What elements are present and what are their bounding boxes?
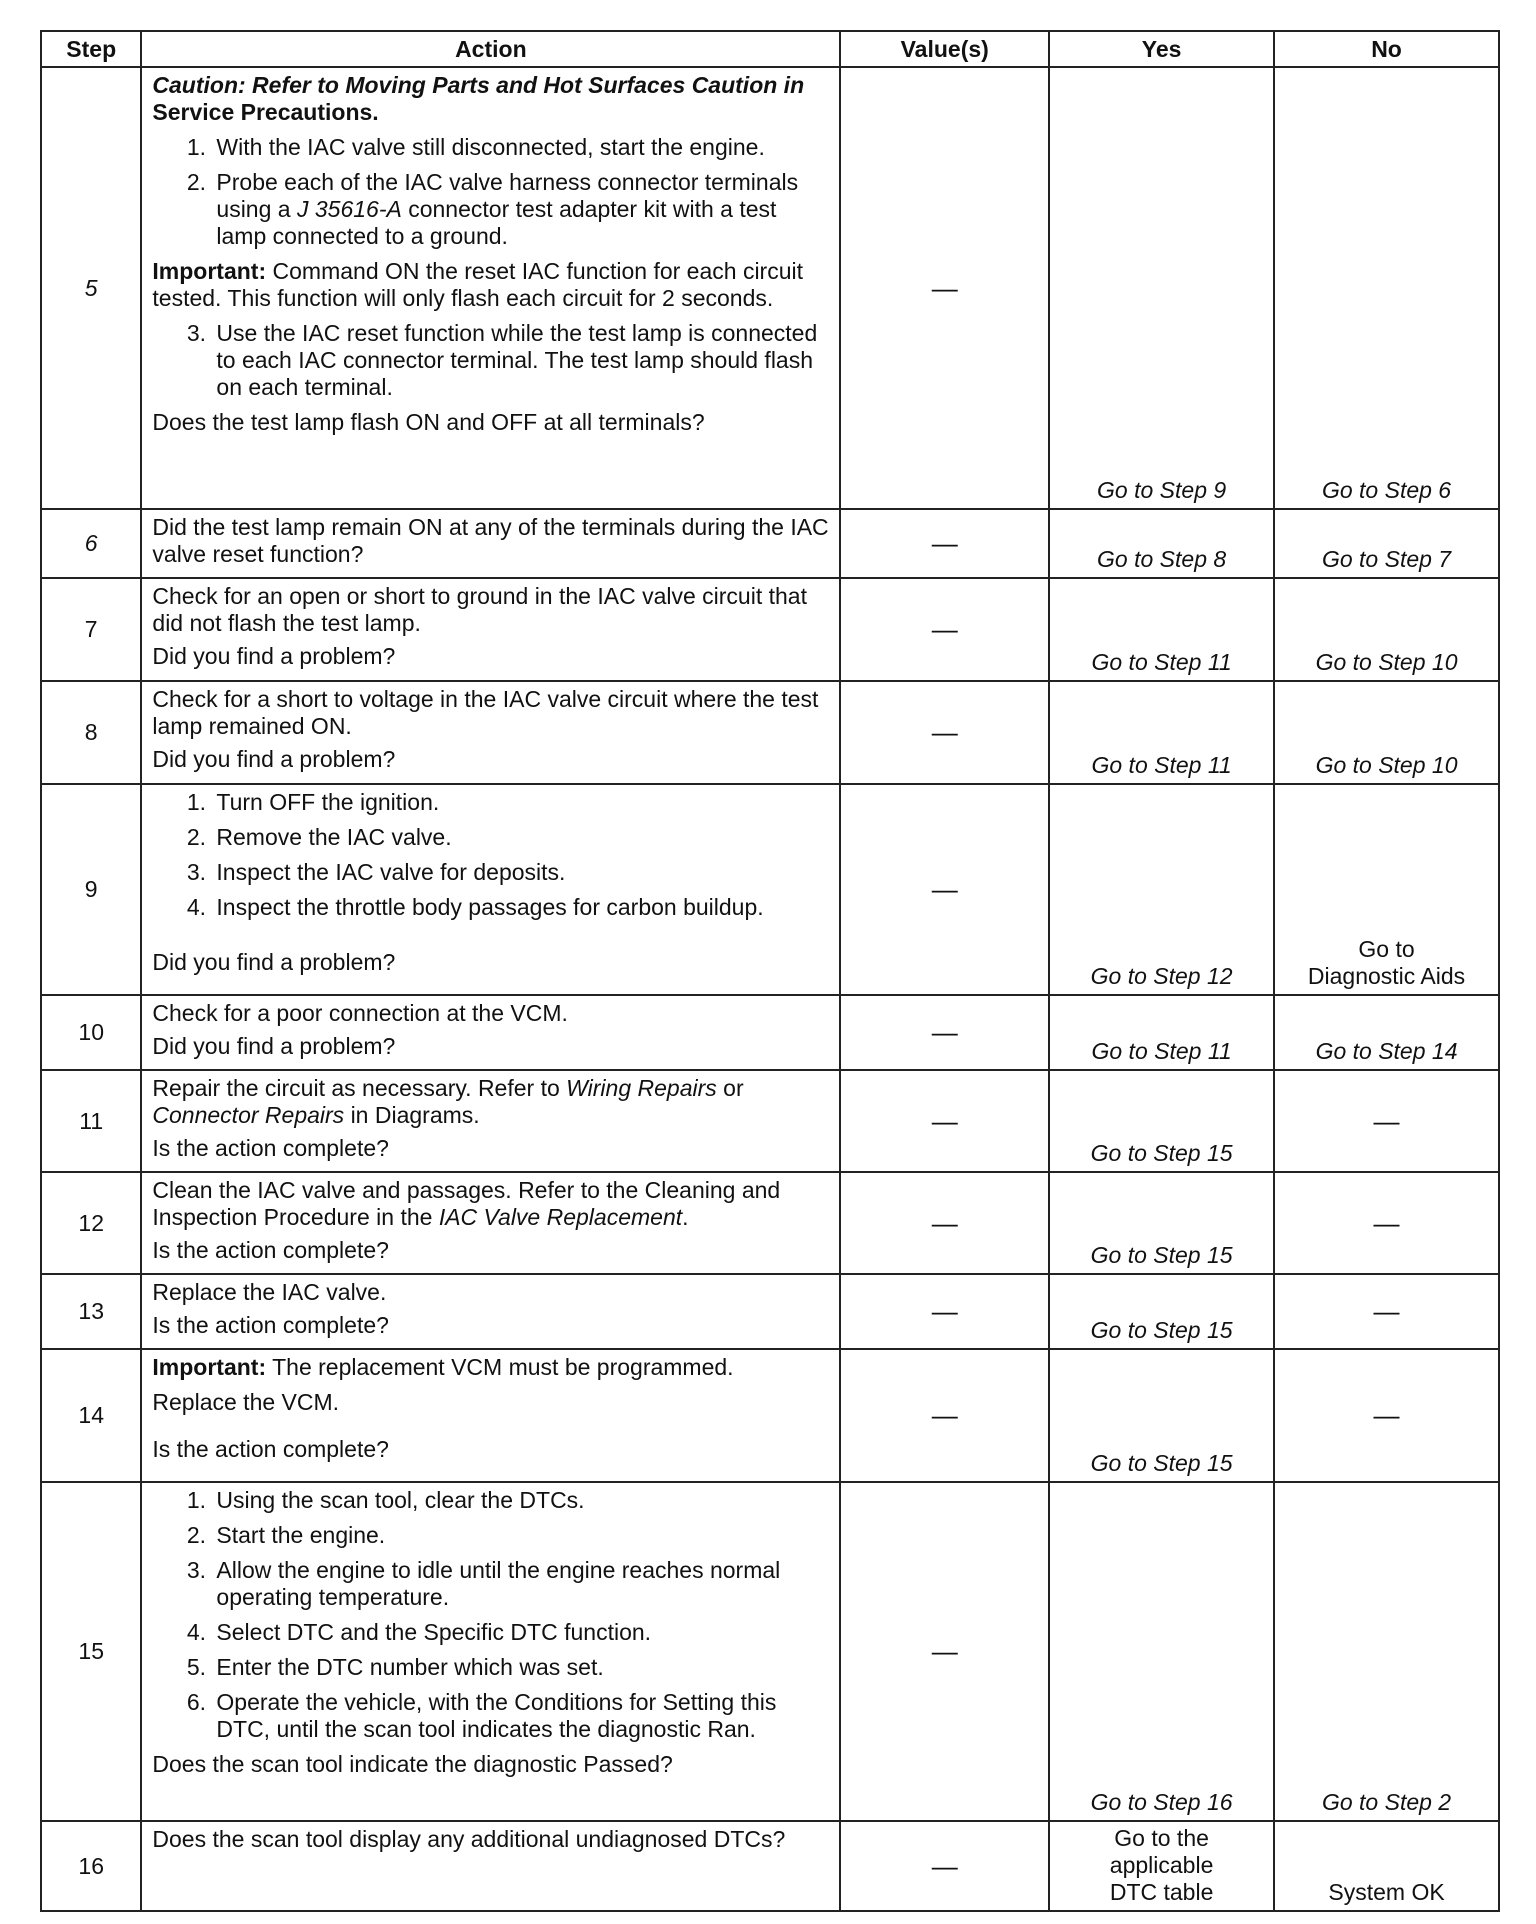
list-item: [212, 169, 831, 250]
yes-cell: [1049, 995, 1274, 1070]
no-cell: [1274, 1821, 1499, 1911]
step-text: [152, 1075, 831, 1129]
list-item: 3. Use the IAC reset function while the test lamp is connected to each IAC connector terminal. The test lamp should flash on each terminal.: [212, 320, 831, 401]
header-yes: Yes: [1049, 31, 1274, 67]
no-cell: [1274, 1482, 1499, 1821]
step-number: 15: [41, 1482, 141, 1821]
yes-link[interactable]: Go to the: [1114, 1825, 1209, 1851]
action-cell: [141, 1349, 840, 1482]
diagnostic-table: [40, 30, 1500, 1912]
step-text: [152, 1177, 831, 1231]
step-text-part: .: [682, 1204, 689, 1230]
step-question: Does the scan tool display any additional undiagnosed DTCs?: [152, 1826, 786, 1852]
step-number: 8: [41, 681, 141, 784]
list-item-text: Probe each of the IAC valve harness connector terminals using a: [216, 169, 799, 222]
header-row: [41, 31, 1499, 67]
step-number: 13: [41, 1274, 141, 1349]
action-cell: [141, 1070, 840, 1172]
step-number: 12: [41, 1172, 141, 1274]
yes-cell: [1049, 509, 1274, 578]
value-cell: —: [840, 1821, 1049, 1911]
step-text: Replace the VCM.: [152, 1389, 340, 1415]
action-cell: [141, 995, 840, 1070]
no-link[interactable]: Go to Step 7: [1321, 546, 1452, 572]
yes-cell: [1049, 1172, 1274, 1274]
step-question: Does the scan tool indicate the diagnostic Passed?: [152, 1751, 673, 1777]
important-text: Command ON the reset IAC function for each circuit tested. This function will only flash each circuit for 2 seconds.: [152, 258, 804, 311]
yes-link[interactable]: Go to Step 15: [1090, 1450, 1233, 1476]
yes-link[interactable]: Go to Step 15: [1090, 1242, 1233, 1268]
step-question: Did you find a problem?: [152, 1033, 396, 1059]
yes-link[interactable]: applicable: [1109, 1852, 1214, 1878]
no-link[interactable]: Go to Step 10: [1315, 649, 1458, 675]
caution-note: [152, 72, 831, 126]
no-cell: [1274, 578, 1499, 681]
yes-link[interactable]: Go to Step 8: [1097, 546, 1227, 572]
no-cell: [1274, 995, 1499, 1070]
no-cell: —: [1274, 1349, 1499, 1482]
list-item: 1. Using the scan tool, clear the DTCs.: [212, 1487, 831, 1514]
no-cell: [1274, 784, 1499, 995]
step-question: Did the test lamp remain ON at any of the terminals during the IAC valve reset function?: [152, 514, 829, 567]
action-cell: [141, 681, 840, 784]
list-item: 4. Select DTC and the Specific DTC function.: [212, 1619, 831, 1646]
header-step: Step: [41, 31, 141, 67]
list-item: 4. Inspect the throttle body passages for carbon buildup.: [212, 894, 831, 921]
list-item: 1. With the IAC valve still disconnected, start the engine.: [212, 134, 831, 161]
list-item: 2. Remove the IAC valve.: [212, 824, 831, 851]
procedure-list: [152, 1487, 831, 1743]
important-note: [152, 1354, 831, 1381]
step-number: 10: [41, 995, 141, 1070]
table-row: [41, 578, 1499, 681]
important-note: [152, 258, 831, 312]
yes-link[interactable]: Go to Step 12: [1090, 963, 1233, 989]
step-number: 7: [41, 578, 141, 681]
step-number: 16: [41, 1821, 141, 1911]
list-item: 3. Allow the engine to idle until the engine reaches normal operating temperature.: [212, 1557, 831, 1611]
table-row: [41, 509, 1499, 578]
value-cell: —: [840, 509, 1049, 578]
action-cell: [141, 578, 840, 681]
procedure-list: [152, 320, 831, 401]
ref-link[interactable]: IAC Valve Replacement: [438, 1204, 683, 1230]
step-question: Does the test lamp flash ON and OFF at all terminals?: [152, 409, 705, 435]
step-text-part: Clean the IAC valve and passages. Refer to the Cleaning and Inspection Procedure in the: [152, 1177, 781, 1230]
no-link[interactable]: Go to Step 10: [1315, 752, 1458, 778]
yes-link[interactable]: Go to Step 15: [1090, 1140, 1233, 1166]
no-link[interactable]: Go to Step 6: [1321, 477, 1452, 503]
procedure-list: [152, 134, 831, 250]
no-cell: —: [1274, 1070, 1499, 1172]
table-row: [41, 1349, 1499, 1482]
action-cell: [141, 509, 840, 578]
step-number: 14: [41, 1349, 141, 1482]
table-row: [41, 1482, 1499, 1821]
value-cell: —: [840, 67, 1049, 509]
step-number: 11: [41, 1070, 141, 1172]
table-row: [41, 1172, 1499, 1274]
table-row: [41, 1821, 1499, 1911]
yes-cell: [1049, 578, 1274, 681]
table-row: [41, 995, 1499, 1070]
step-question: Is the action complete?: [152, 1135, 389, 1161]
table-row: [41, 67, 1499, 509]
value-cell: —: [840, 1274, 1049, 1349]
header-no: No: [1274, 31, 1499, 67]
step-question: Is the action complete?: [152, 1312, 389, 1338]
important-label: Important:: [152, 258, 267, 284]
step-text: Replace the IAC valve.: [152, 1279, 387, 1305]
list-item: 1. Turn OFF the ignition.: [212, 789, 831, 816]
yes-link[interactable]: Go to Step 15: [1090, 1317, 1233, 1343]
important-text: The replacement VCM must be programmed.: [272, 1354, 734, 1380]
table-row: [41, 1070, 1499, 1172]
table-row: [41, 681, 1499, 784]
yes-link[interactable]: DTC table: [1109, 1879, 1214, 1905]
header-action: Action: [141, 31, 840, 67]
procedure-list: [152, 789, 831, 921]
step-question: Did you find a problem?: [152, 643, 396, 669]
value-cell: —: [840, 1070, 1049, 1172]
step-number: 9: [41, 784, 141, 995]
yes-cell: [1049, 1482, 1274, 1821]
ref-link[interactable]: Wiring Repairs: [566, 1075, 717, 1101]
value-cell: —: [840, 1349, 1049, 1482]
value-cell: —: [840, 1172, 1049, 1274]
ref-link[interactable]: Connector Repairs: [152, 1102, 345, 1128]
step-text-part: or: [723, 1075, 744, 1101]
step-question: Is the action complete?: [152, 1436, 389, 1462]
yes-link[interactable]: Go to Step 9: [1097, 477, 1227, 503]
step-text-part: in Diagrams.: [350, 1102, 480, 1128]
caution-text: Caution: Refer to Moving Parts and Hot Surfaces Caution in: [152, 72, 805, 98]
action-cell: [141, 784, 840, 995]
no-link[interactable]: Go to Step 2: [1321, 1789, 1452, 1815]
important-label: Important:: [152, 1354, 267, 1380]
no-result: System OK: [1328, 1879, 1445, 1905]
caution-ref: Service Precautions.: [152, 99, 379, 125]
yes-link[interactable]: Go to Step 16: [1090, 1789, 1233, 1815]
list-item-text: connector test adapter kit with a test lamp connected to a ground.: [216, 196, 777, 249]
yes-link[interactable]: Go to Step 11: [1091, 649, 1232, 675]
action-cell: [141, 67, 840, 509]
list-item: 6. Operate the vehicle, with the Conditions for Setting this DTC, until the scan tool indicates the diagnostic Ran.: [212, 1689, 831, 1743]
no-link[interactable]: Diagnostic Aids: [1307, 963, 1466, 989]
list-item: 3. Inspect the IAC valve for deposits.: [212, 859, 831, 886]
header-values: Value(s): [840, 31, 1049, 67]
value-cell: —: [840, 681, 1049, 784]
step-number: 5: [41, 67, 141, 509]
no-cell: —: [1274, 1274, 1499, 1349]
yes-cell: [1049, 681, 1274, 784]
step-number: 6: [41, 509, 141, 578]
step-text-part: Repair the circuit as necessary. Refer to: [152, 1075, 560, 1101]
no-cell: [1274, 67, 1499, 509]
action-cell: [141, 1172, 840, 1274]
no-link[interactable]: Go to Step 14: [1315, 1038, 1458, 1064]
yes-cell: [1049, 1821, 1274, 1911]
step-text: Check for a poor connection at the VCM.: [152, 1000, 568, 1026]
yes-link[interactable]: Go to Step 11: [1091, 1038, 1232, 1064]
yes-cell: [1049, 784, 1274, 995]
step-question: Is the action complete?: [152, 1237, 389, 1263]
yes-cell: [1049, 1349, 1274, 1482]
value-cell: —: [840, 784, 1049, 995]
action-cell: [141, 1482, 840, 1821]
yes-cell: [1049, 1070, 1274, 1172]
value-cell: —: [840, 578, 1049, 681]
value-cell: —: [840, 1482, 1049, 1821]
yes-link[interactable]: Go to Step 11: [1091, 752, 1232, 778]
no-cell: —: [1274, 1172, 1499, 1274]
no-link[interactable]: Go to: [1358, 936, 1415, 962]
action-cell: [141, 1821, 840, 1911]
no-cell: [1274, 509, 1499, 578]
list-item: 5. Enter the DTC number which was set.: [212, 1654, 831, 1681]
table-row: [41, 784, 1499, 995]
no-cell: [1274, 681, 1499, 784]
value-cell: —: [840, 995, 1049, 1070]
table-row: [41, 1274, 1499, 1349]
step-text: Check for an open or short to ground in the IAC valve circuit that did not flash the test lamp.: [152, 583, 807, 636]
list-item: 2. Start the engine.: [212, 1522, 831, 1549]
yes-cell: [1049, 1274, 1274, 1349]
action-cell: [141, 1274, 840, 1349]
step-question: Did you find a problem?: [152, 949, 396, 975]
tool-number: J 35616-A: [296, 196, 402, 222]
step-question: Did you find a problem?: [152, 746, 396, 772]
step-text: Check for a short to voltage in the IAC valve circuit where the test lamp remained ON.: [152, 686, 819, 739]
yes-cell: [1049, 67, 1274, 509]
